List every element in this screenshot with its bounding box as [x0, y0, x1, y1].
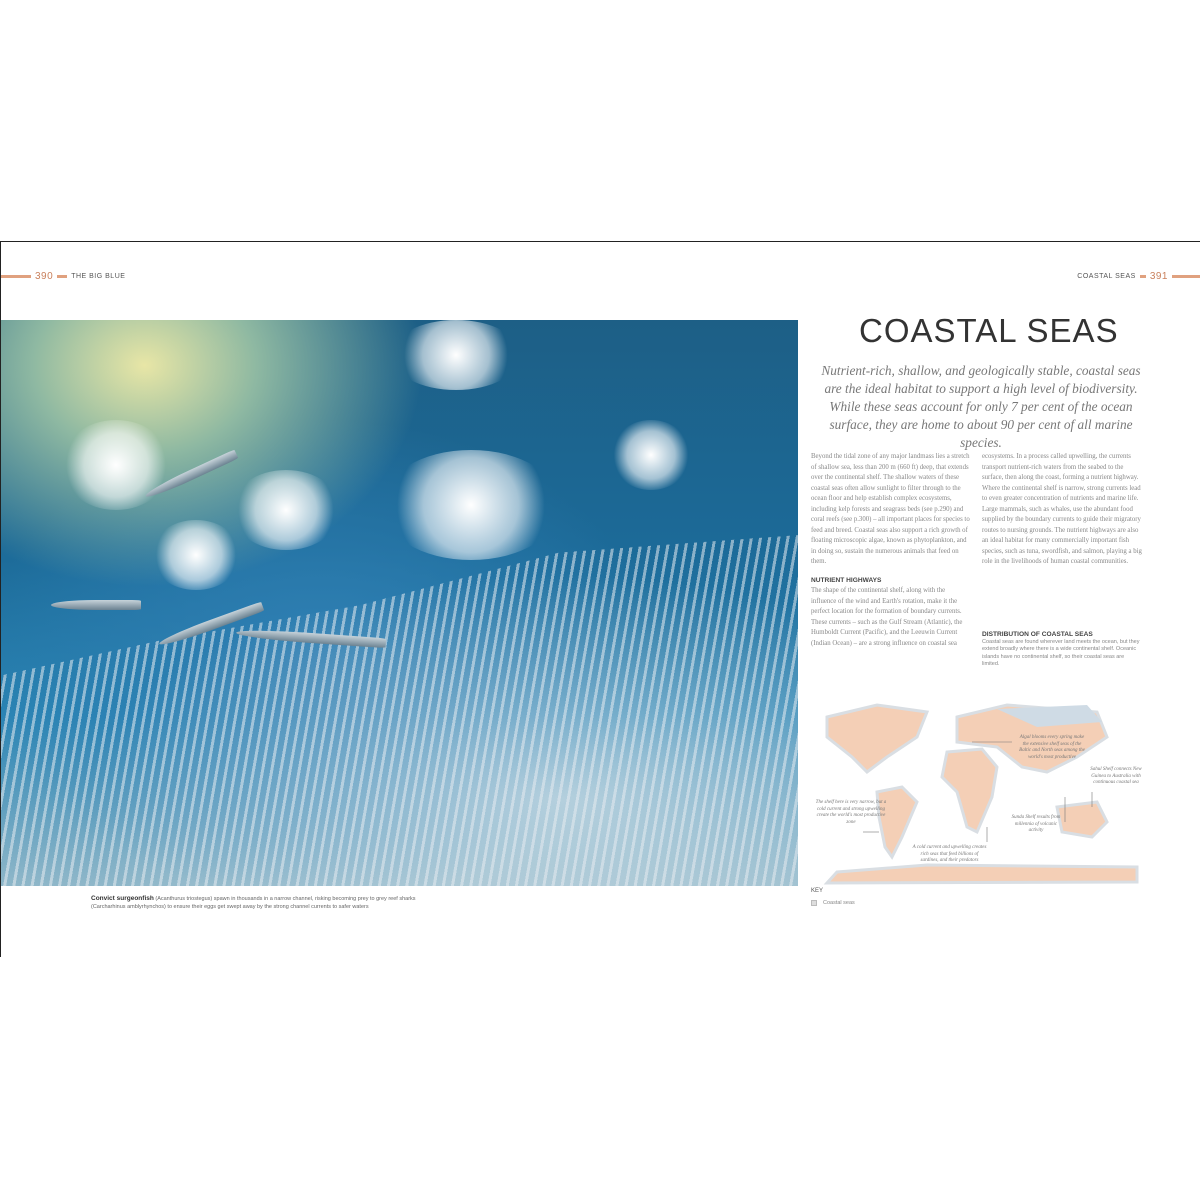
header-rule: [1172, 275, 1200, 278]
map-key: [811, 888, 855, 906]
left-running-head: [1, 271, 125, 282]
caption-title: Convict surgeonfish: [91, 895, 154, 902]
body-paragraph: ecosystems. In a process called upwelling, the currents transport nutrient-rich waters from the seabed to the surface, then along the coast, forming a nutrient highway. Where the continental shelf is narrow, strong currents lead to even greater concentration of nutrients and marine life. Large mammals, such as whales, use the abundant food supplied by the boundary currents to guide their migratory routes to nursing grounds. The nutrient highways are also an ideal habitat for many commercially important fish species, such as tuna, swordfish, and salmon, playing a big role in the livelihoods of human coastal communities.: [982, 453, 1142, 565]
coastal-seas-swatch: [811, 900, 817, 906]
bubble-cloud: [381, 450, 561, 560]
article-intro: Nutrient-rich, shallow, and geologically stable, coastal seas are the ideal habitat to support a high level of biodiversity. While these seas account for only 7 per cent of the ocean surface, they are home to about 90 per cent of all marine species.: [821, 363, 1141, 450]
article-title: COASTAL SEAS: [859, 312, 1119, 349]
caption-text: (Acanthurus triostegus) spawn in thousands in a narrow channel, risking becoming prey to grey reef sharks (Carcharhinus amblyrhynchos) to ensure their eggs get swept away by the strong channel currents to safer waters: [91, 896, 416, 910]
subhead-nutrient-highways: NUTRIENT HIGHWAYS: [811, 576, 882, 584]
map-annotation: The shelf here is very narrow, but a cold current and strong upwelling create the world's most productive zone: [815, 800, 887, 825]
running-head-right: COASTAL SEAS: [1077, 273, 1136, 280]
body-paragraph: Beyond the tidal zone of any major landmass lies a stretch of shallow sea, less than 200 m (660 ft) deep, that extends over the continental shelf. The shallow waters of these coastal seas often allow sunlight to filter through to the ocean floor and help establish complex ecosystems, including kelp forests and seagrass beds (see p.290) and coral reefs (see p.300) – all important places for species to feed and breed. Coastal seas also support a rich growth of floating microscopic algae, known as phytoplankton, and in doing so, sustain the numerous animals that feed on them.: [811, 453, 970, 565]
bubble-cloud: [231, 470, 341, 550]
body-paragraph: The shape of the continental shelf, along with the influence of the wind and Earth's rotation, make it the perfect location for the formation of boundary currents. These currents – such as the Gulf Stream (Atlantic), the Humboldt Current (Pacific), and the Leeuwin Current (Indian Ocean) – are a strong influence on coastal sea: [811, 587, 963, 647]
key-label: Coastal seas: [823, 900, 855, 906]
header-rule: [57, 275, 67, 278]
bubble-cloud: [151, 520, 241, 590]
map-annotation: Sunda Shelf results from millennia of volcanic activity: [1011, 815, 1061, 833]
text-column-1: [811, 452, 971, 649]
map-annotation: Algal blooms every spring make the extensive shelf seas of the Baltic and North seas among the world's most productive: [1019, 735, 1085, 760]
north-america: [827, 705, 927, 772]
map-annotation: Sahul Shelf connects New Guinea to Australia with continuous coastal sea: [1090, 767, 1142, 785]
header-rule: [1, 275, 31, 278]
antarctica: [827, 865, 1137, 883]
bubble-cloud: [391, 320, 521, 390]
key-item: [811, 900, 855, 906]
bubble-cloud: [61, 420, 171, 510]
text-column-2: [982, 452, 1142, 568]
fish-school: [1, 535, 798, 886]
world-map: [807, 697, 1147, 887]
shark: [51, 600, 141, 610]
page-number-right: 391: [1149, 271, 1168, 282]
bubble-cloud: [611, 420, 691, 490]
map-annotation: A cold current and upwelling creates rich seas that feed billions of sardines, and their predators: [912, 845, 987, 863]
underwater-photo: [1, 320, 798, 886]
running-head-left: THE BIG BLUE: [71, 273, 126, 280]
photo-caption: [91, 895, 451, 911]
subhead-distribution: DISTRIBUTION OF COASTAL SEAS: [982, 631, 1093, 638]
africa: [942, 749, 997, 832]
key-title: KEY: [811, 888, 824, 894]
book-spread: [0, 241, 1200, 957]
page-number-left: 390: [35, 271, 54, 282]
right-running-head: [1077, 271, 1200, 282]
distribution-box: [982, 631, 1142, 669]
header-rule: [1140, 275, 1146, 278]
distribution-text: Coastal seas are found wherever land meets the ocean, but they extend broadly where there is a wide continental shelf. Oceanic islands have no continental shelf, so their coastal seas are limited.: [982, 638, 1140, 667]
